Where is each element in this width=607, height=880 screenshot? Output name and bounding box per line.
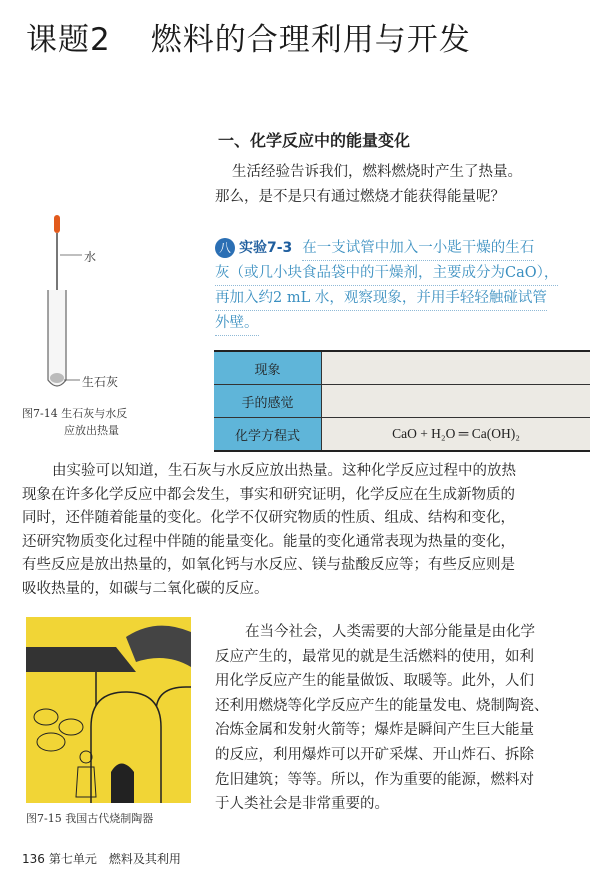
test-tube-illustration [30,210,140,400]
figure-15-caption: 图7-15 我国古代烧制陶器 [26,812,154,825]
intro-paragraph: 生活经验告诉我们，燃料燃烧时产生了热量。 那么，是不是只有通过燃烧才能获得能量呢？ [215,164,522,205]
lime-solid [50,373,64,383]
test-tube [48,290,66,386]
unit-title: 第七单元 燃料及其利用 [48,852,181,866]
experiment-icon: 八 [215,238,235,258]
body-paragraph-2: 在当今社会，人类需要的大部分能量是由化学 反应产生的，最常见的就是生活燃料的使用，如利 用化学反应产生的能量做饭、取暖等。此外，人们 还利用燃烧等化学反应产生的能量发电、烧制陶瓷、 冶炼金属和发射火箭等；爆炸是瞬间产生巨大能量 的反应，利用爆炸可以开矿采煤、开山炸石、拆除 危旧建筑；等等。所以，作为重要的能源，燃料对 于人类社会是非常重要的。 [215,624,549,813]
table-row: 手的感觉 [214,385,590,418]
page-number: 136 [22,852,45,866]
page-footer [22,850,181,867]
figure-14-caption: 图7-14 生石灰与水反 应放出热量 [22,407,128,437]
label-lime: 生石灰 [82,375,119,389]
kiln-opening [111,764,134,804]
table-row: 化学方程式 CaO + H₂O ═ Ca(OH)₂ [214,418,590,452]
table-row: 现象 [214,351,590,385]
page-title: 课题2 燃料的合理利用与开发 [26,22,471,58]
section-heading: 一、化学反应中的能量变化 [218,131,411,150]
ancient-pottery-illustration [26,617,191,803]
label-water: 水 [84,250,97,264]
body-paragraph-1: 由实验可以知道，生石灰与水反应放出热量。这种化学反应过程中的放热 现象在许多化学反应中都会发生，事实和研究证明，化学反应在生成新物质的 同时，还伴随着能量的变化。化学不仅研究物质的性质、组成、结构和变化， 还研究物质变化过程中伴随的能量变化。能量的变化通常表现为热量的变化， 有些反应是放出热量的，如氧化钙与水反应、镁与盐酸反应等；有些反应则是 吸收热量的，如碳与二氧化碳的反应。 [22,463,516,597]
experiment-7-3: 八 实验7-3 在一支试管中加入一小匙干燥的生石 灰（或几小块食品袋中的干燥剂，主要成分为CaO）， 再加入约2 mL 水，观察现象，并用手轻轻触碰试管 外壁。 [215,236,558,336]
experiment-table [214,350,590,452]
dropper-bulb [54,215,60,233]
